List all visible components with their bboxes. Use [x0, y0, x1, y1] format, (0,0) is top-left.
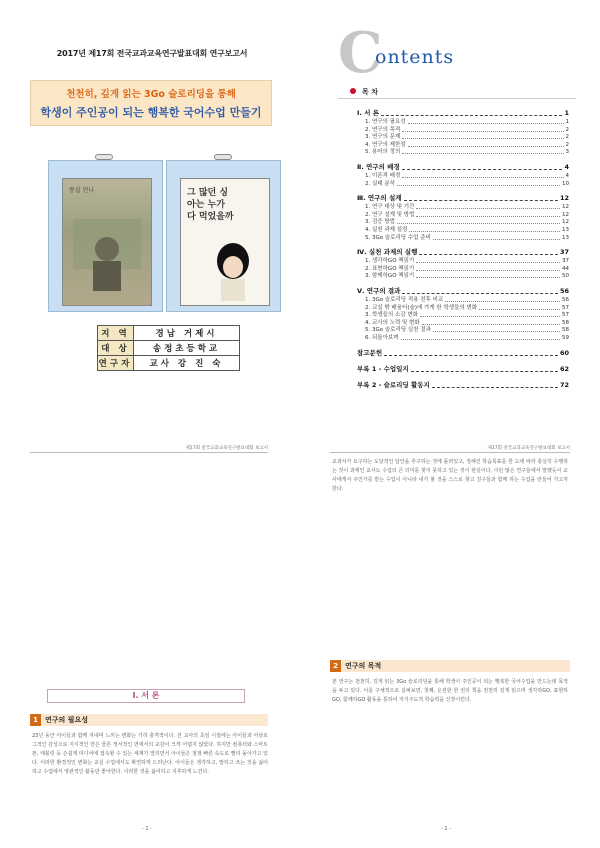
toc-leader: [397, 185, 560, 186]
toc-entry-page: 57: [562, 304, 569, 311]
toc-leader: [401, 339, 560, 340]
toc-entry-label: 참고문헌: [357, 348, 383, 357]
toc-entry-page: 50: [562, 273, 569, 280]
toc-entry-page: 56: [559, 287, 569, 295]
toc-entry-page: 12: [562, 211, 569, 218]
toc-entry-label: 4. 연구의 제한점: [365, 141, 406, 148]
toc-entry: [357, 247, 569, 256]
toc-entry-label: Ⅳ. 실천 과제의 실행: [357, 248, 418, 257]
heading-text: 연구의 필요성: [45, 716, 89, 724]
toc-entry-label: 2. 연구 설계 및 방법: [365, 211, 415, 218]
running-head: 제17회 전국교과교육연구발표대회 보고서: [330, 445, 570, 453]
toc-entry-page: 44: [562, 265, 569, 272]
toc-entry: [357, 108, 569, 117]
section-heading: [330, 660, 570, 672]
toc-entry: [357, 348, 569, 357]
book1-cover-image: [62, 178, 152, 306]
toc-entry-page: 56: [562, 297, 569, 303]
cover-header: 2017년 제17회 전국교과교육연구발표대회 연구보고서: [56, 49, 248, 58]
toc-entry: [365, 333, 569, 341]
heading-text: 연구의 목적: [345, 662, 382, 670]
info-value: 경남 거제시: [134, 326, 240, 341]
toc-entry: [365, 233, 569, 241]
contents-logo: [338, 20, 578, 86]
toc-entry-page: 13: [562, 234, 569, 241]
toc-entry-page: 4: [564, 163, 569, 171]
toc-entry: [365, 271, 569, 279]
toc-entry-page: 13: [562, 227, 569, 233]
cover-title-line2: 학생이 주인공이 되는 행복한 국어수업 만들기: [40, 106, 262, 119]
info-key: 연구자: [98, 356, 134, 371]
toc-entry-label: 3. 학생들의 소감 변화: [365, 312, 418, 319]
book2-illustration: [181, 179, 269, 305]
toc-entry-label: 부록 1 - 수업일지: [357, 364, 409, 373]
toc-entry-label: 2. 연구의 목적: [365, 126, 401, 133]
heading-number: 1: [30, 714, 41, 726]
toc-label: 목 차: [362, 88, 378, 96]
toc-entry-label: 6. 되돌아보며: [365, 335, 399, 341]
info-row: [98, 341, 240, 356]
toc-entry: [357, 286, 569, 295]
toc-entry-label: 5. 용어의 정의: [365, 149, 401, 156]
paperclip-icon: [95, 154, 113, 160]
toc-entry-label: 2. 표현하GO 책읽기: [365, 265, 415, 272]
toc-entry-label: Ⅰ. 서 론: [357, 109, 379, 117]
toc-entry-page: 2: [565, 126, 569, 133]
toc-entry-page: 37: [562, 258, 569, 265]
toc-entry-label: 3. 함께하GO 책읽기: [365, 273, 415, 280]
book1-title: 몽실 언니: [69, 187, 95, 194]
toc-entry-label: 4. 실천 과제 설정: [365, 227, 408, 233]
body-text: 본 연구는 천천히, 깊게 읽는 3Go 슬로리딩을 통해 학생이 주인공이 되는 행복한 국어수업을 만드는데 목적을 두고 있다. 이를 구체적으로 살펴보면, 첫째, 온전한 한 권의 책을 천천히 깊게 읽으며 생각하GO, 표현하GO, 함께하GO 활동을 통하여 자기주도적 학습력을 신장시킨다.: [332, 679, 568, 703]
cover-info-table: [97, 325, 240, 371]
bullet-icon: [350, 88, 356, 94]
toc-entry-page: 12: [559, 194, 569, 203]
toc-entry-page: 58: [562, 319, 569, 326]
page-number: - 1 -: [142, 826, 152, 832]
toc-entry-page: 60: [559, 348, 569, 357]
toc-leader: [419, 254, 558, 255]
toc-entry-label: 5. 3Go 슬로리딩 수업 준비: [365, 234, 431, 241]
contents-logo-rest: ontents: [375, 46, 455, 68]
toc-entry-page: 57: [562, 312, 569, 319]
toc-entry-page: 10: [562, 180, 569, 187]
toc-entry-label: 1. 이론적 배경: [365, 173, 401, 179]
toc-leader: [381, 115, 562, 116]
toc-leader: [402, 169, 563, 170]
body-text: 23년 동안 아이들과 함께 지내며 느끼는 변화는 가히 충격적이다. 전 교사의 초임 시절에는 아이들과 아날로그적인 감성으로 지식적인 면은 물론 정서적인 면에서의 교감이 크게 어렵지 않았다. 하지만 컴퓨터와 스마트폰, 태블릿 등 손쉽게 미디어에 접속할 수 있는 세계가 열리면서 아이들은 점점 빠른 속도로 빨리 돌아가고 있다. 이러한 환경적인 변화는 교실 수업에서도 확연하게 드러난다. 아이들은 생각하고, 말하고 쓰는 것을 싫어하고 수업에서 영관적인 활동만 좋아한다. 이러한 것을 싫어하고 지루하게 느낀다.: [32, 733, 268, 775]
toc-entry: [365, 147, 569, 155]
info-row: [98, 356, 240, 371]
toc-entry-page: 1: [565, 119, 569, 125]
toc-entry-label: 3. 검증 방법: [365, 219, 395, 226]
toc-entry-page: 2: [565, 141, 569, 148]
toc-entry-label: 4. 교사의 노력 및 변화: [365, 319, 420, 326]
toc-entry-page: 3: [565, 149, 569, 156]
toc-leader: [433, 239, 560, 240]
toc-entry-label: 부록 2 - 슬로리딩 활동지: [357, 380, 430, 389]
toc-entry-label: 2. 실태 분석: [365, 180, 395, 187]
cover-title-box: [30, 80, 272, 126]
toc-leader: [384, 355, 558, 356]
info-value: 송정초등학교: [134, 341, 240, 356]
toc-entry-page: 2: [565, 134, 569, 141]
toc-entry-label: 1. 생각하GO 책읽기: [365, 258, 415, 265]
toc-entry: [357, 364, 569, 373]
paperclip-icon: [214, 154, 232, 160]
toc-entry-page: 12: [562, 219, 569, 226]
toc-leader: [404, 200, 558, 201]
info-value: 교사 강 진 숙: [134, 356, 240, 371]
toc-leader: [402, 293, 558, 294]
toc-leader: [416, 277, 560, 278]
toc-entry-page: 62: [559, 364, 569, 373]
toc-entry-label: 1. 3Go 슬로리딩 적용 전후 비교: [365, 297, 444, 303]
info-key: 대 상: [98, 341, 134, 356]
page-number: - 2 -: [441, 826, 451, 832]
cover-title-line1: 천천히, 깊게 읽는 3Go 슬로리딩을 통해: [66, 89, 236, 100]
toc-entry-label: 5. 3Go 슬로리딩 실천 결과: [365, 327, 431, 334]
toc-entry: [357, 380, 569, 389]
info-key: 지 역: [98, 326, 134, 341]
toc-entry-page: 59: [562, 335, 569, 341]
toc-entry-label: 2. 교실 밖 배움터(숲)에 가게 한 학생들의 변화: [365, 304, 478, 311]
toc-entry-label: 1. 연구 대상 및 기간: [365, 204, 415, 211]
toc-entry: [365, 179, 569, 187]
running-head: 제17회 전국교과교육연구발표대회 보고서: [30, 445, 268, 453]
contents-logo-c: C: [338, 20, 383, 86]
toc-entry-label: Ⅱ. 연구의 배경: [357, 163, 400, 171]
book2-title: 그 많던 싱아는 누가 다 먹었을까: [187, 188, 234, 222]
body-text: 교과서가 요구하는 도달적인 답안을 추구하는 것에 몰려있고, 정해진 학습목표를 한 도에 따라 충실히 수행하는 것이 과제인 교사도 수업의 큰 의미를 찾지 못하고 있는 것이 현실이다. 이런 많은 연구들에서 말했듯이 교사에게서 주인가를 받는 수업이 아니라 내가 할 것을 스스로 찾고 친구들과 함께 하는 수업을 만들어 가고자 한다.: [332, 459, 568, 492]
toc-entry-page: 4: [565, 173, 569, 179]
heading-number: 2: [330, 660, 341, 672]
toc-entry-label: 3. 연구의 문제: [365, 134, 401, 141]
toc-entry-page: 37: [559, 248, 569, 257]
book1-illustration: [63, 179, 151, 305]
toc-entry: [357, 193, 569, 202]
toc-entry: [357, 162, 569, 171]
toc-entry-label: Ⅴ. 연구의 결과: [357, 287, 401, 295]
toc-entry-label: Ⅲ. 연구의 설계: [357, 194, 402, 203]
toc-entry-page: 72: [559, 380, 569, 389]
toc-leader: [432, 387, 558, 388]
section-title: Ⅰ. 서 론: [47, 689, 245, 703]
book2-cover-image: [180, 178, 270, 306]
info-row: [98, 326, 240, 341]
toc-entry-label: 1. 연구의 필요성: [365, 119, 406, 125]
toc-leader: [402, 153, 563, 154]
toc-entry-page: 12: [562, 204, 569, 211]
toc-entry-page: 1: [564, 109, 569, 117]
toc-entry-page: 58: [562, 327, 569, 334]
toc-leader: [411, 371, 558, 372]
section-heading: [30, 714, 268, 726]
